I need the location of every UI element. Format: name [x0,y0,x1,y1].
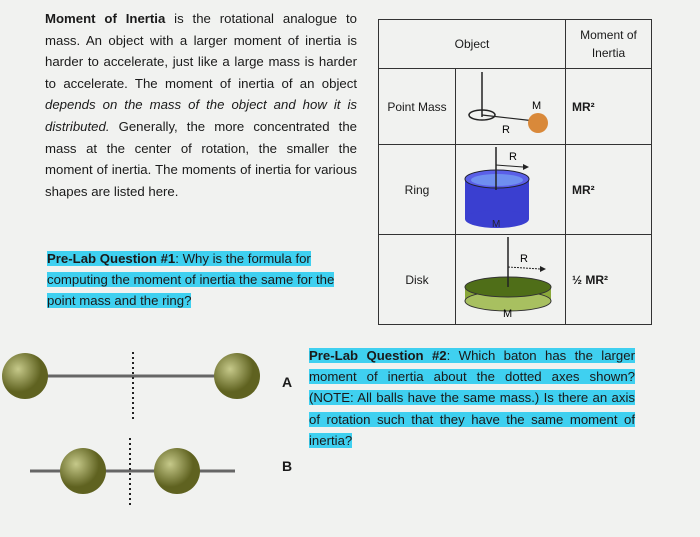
formula: ½ MR² [566,235,652,325]
baton-diagrams [0,340,300,530]
prelab-question-1 [47,248,357,311]
point-mass-diagram [456,69,566,145]
radius-label: R [501,124,510,136]
mass-label: M [491,219,500,230]
q2-label: Pre-Lab Question #2 [309,348,447,363]
row-name: Point Mass [379,69,456,145]
q2-text: : Which baton has the larger moment of inertia about the dotted axes shown? (NOTE: All balls have the same mass.) Is there an axis of rotation such that they have the same moment of inertia? [309,348,635,448]
q1-text: : Why is the formula for computing the moment of inertia the same for the point mass and the ring? [47,251,335,308]
radius-label: R [519,253,528,265]
header-object: Object [379,20,566,69]
q1-label: Pre-Lab Question #1 [47,251,176,266]
baton-a-label: A [282,374,293,390]
formula: MR² [566,69,652,145]
mass-label: M [531,100,541,112]
formula: MR² [566,145,652,235]
baton-a [2,352,260,422]
intro-text-2: Generally, the more concentrated the mass at the center of rotation, the smaller the moment of inertia. The moments of inertia for various shapes are listed here. [45,118,357,199]
disk-diagram [456,235,566,325]
row-name: Disk [379,235,456,325]
mass-label: M [502,308,512,320]
ring-diagram [456,145,566,235]
row-name: Ring [379,145,456,235]
intro-term: Moment of Inertia [45,11,166,26]
prelab-question-2 [309,345,635,451]
radius-label: R [508,151,517,163]
intro-paragraph [45,8,357,202]
header-moment: Moment of Inertia [566,20,652,69]
intro-italic: depends on the mass of the object and how it is distributed. [45,97,357,134]
baton-b-label: B [282,458,293,474]
moment-table [378,19,652,325]
baton-b [30,438,235,508]
intro-text: is the rotational analogue to mass. An object with a larger moment of inertia is harder to accelerate, just like a large mass is harder to accelerate. The moment of inertia of an object [45,11,357,91]
